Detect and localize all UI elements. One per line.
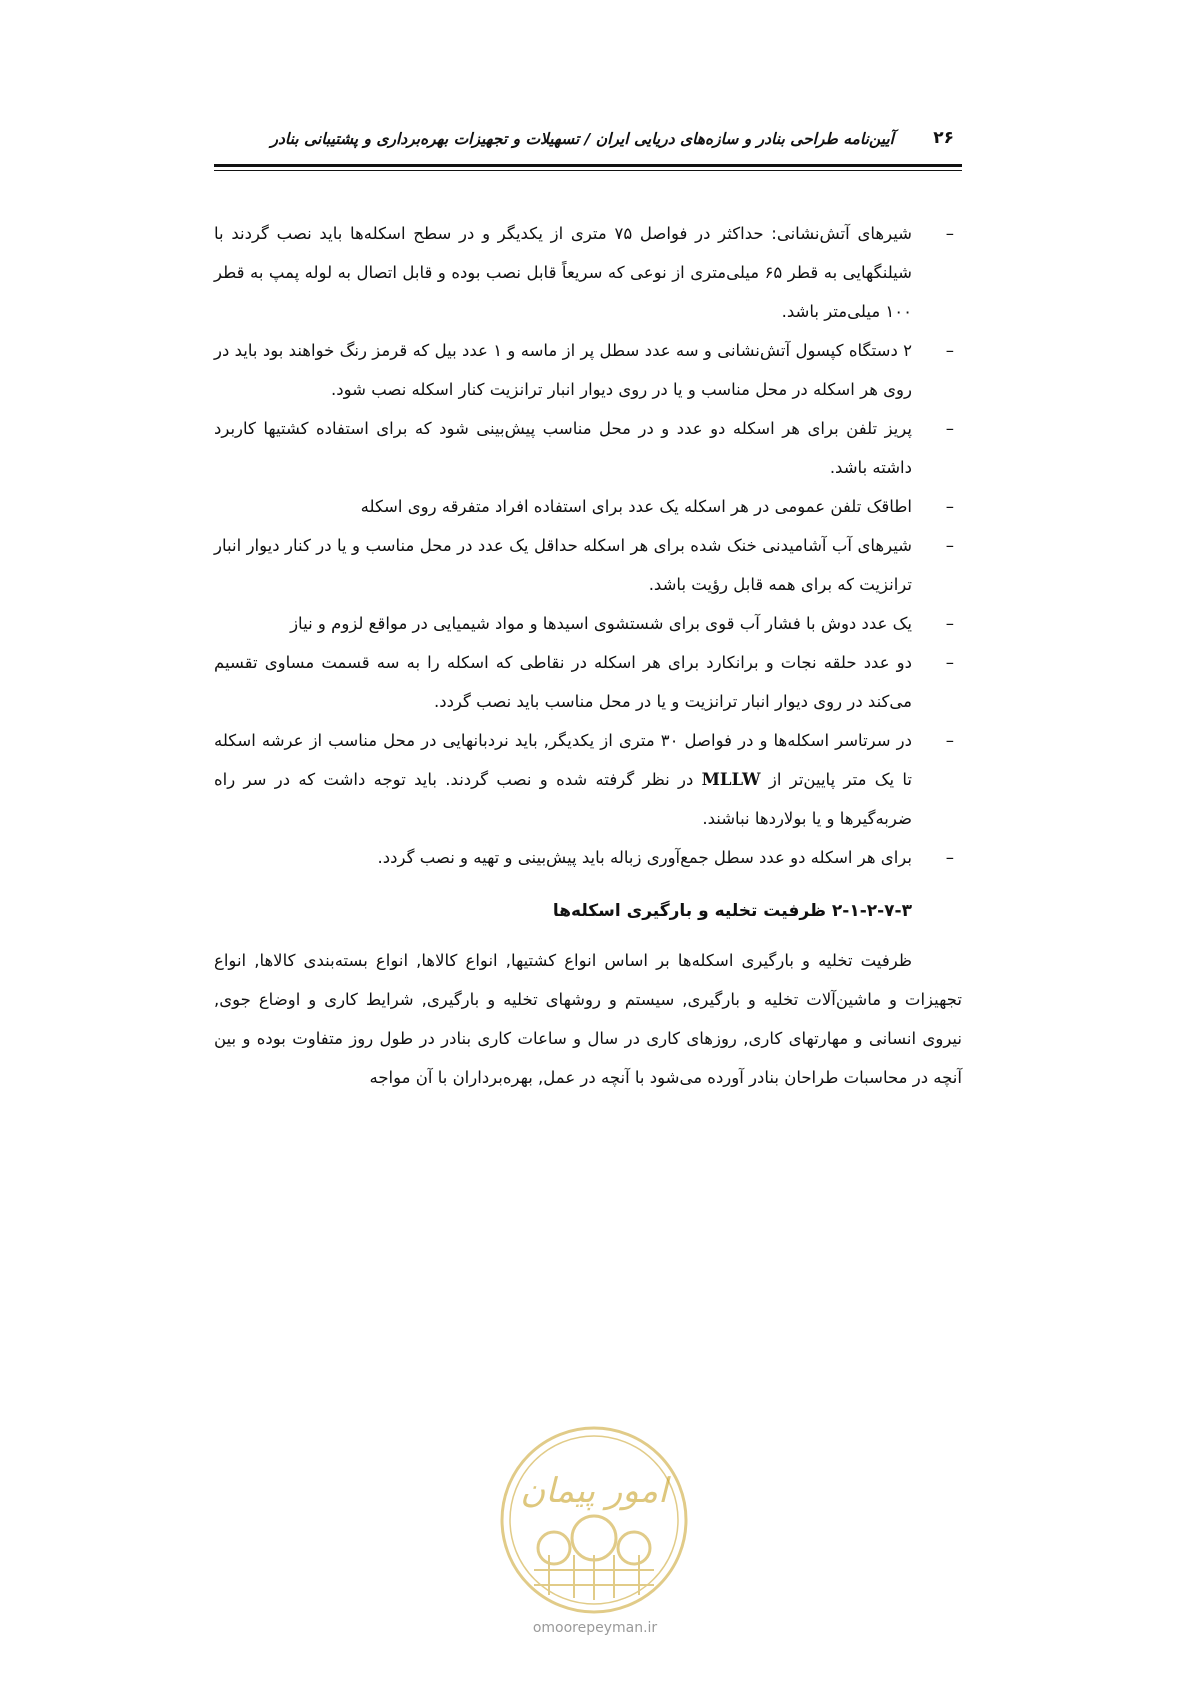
list-item-text: اطاقک تلفن عمومی در هر اسکله یک عدد برای استفاده افراد متفرقه روی اسکله xyxy=(360,497,912,516)
watermark-seal-icon xyxy=(494,1420,694,1620)
bullet-marker: – xyxy=(945,224,954,243)
list-item xyxy=(214,838,962,877)
list-item xyxy=(214,214,962,331)
page-header xyxy=(214,126,962,158)
page-content xyxy=(214,214,962,1097)
page-number: ۲۶ xyxy=(933,128,954,148)
header-rule-thick xyxy=(214,164,962,167)
list-item xyxy=(214,721,962,838)
bullet-marker: – xyxy=(945,536,954,555)
list-item xyxy=(214,604,962,643)
bullet-marker: – xyxy=(945,419,954,438)
list-item-text: برای هر اسکله دو عدد سطل جمع‌آوری زباله باید پیش‌بینی و تهیه و نصب گردد. xyxy=(377,848,912,867)
list-item xyxy=(214,331,962,409)
list-item-text: شیرهای آتش‌نشانی: حداکثر در فواصل ۷۵ متری از یکدیگر و در سطح اسکله‌ها باید نصب گردند با شیلنگهایی به قطر ۶۵ میلی‌متری از نوعی که سریعاً قابل نصب بوده و قابل اتصال به لوله پمپ به قطر ۱۰۰ میلی‌متر باشد. xyxy=(214,224,912,321)
bullet-marker: – xyxy=(945,731,954,750)
list-item-text xyxy=(214,731,912,828)
bullet-marker: – xyxy=(945,341,954,360)
running-title: آیین‌نامه طراحی بنادر و سازه‌های دریایی ایران / تسهیلات و تجهیزات بهره‌برداری و پشتیبانی بنادر xyxy=(270,130,894,148)
list-item xyxy=(214,487,962,526)
section-heading: ۲-۱-۲-۷-۳ ظرفیت تخلیه و بارگیری اسکله‌ها xyxy=(552,901,912,921)
list-item-text: پریز تلفن برای هر اسکله دو عدد و در محل مناسب پیش‌بینی شود که برای استفاده کشتیها کاربرد داشته باشد. xyxy=(214,419,912,477)
list-item-text: دو عدد حلقه نجات و برانکارد برای هر اسکله در نقاطی که اسکله را به سه قسمت مساوی تقسیم می‌کند در روی دیوار انبار ترانزیت و یا در محل مناسب باید نصب گردد. xyxy=(214,653,912,711)
bullet-marker: – xyxy=(945,614,954,633)
bullet-list xyxy=(214,214,962,877)
header-rule-thin xyxy=(214,170,962,171)
list-item xyxy=(214,526,962,604)
list-item xyxy=(214,643,962,721)
bullet-marker: – xyxy=(945,848,954,867)
list-item-text-part: در سرتاسر اسکله‌ها و در فواصل ۳۰ متری از یکدیگر, باید نردبانهایی در محل مناسب از عرشه اسکله تا یک متر پایین‌تر از xyxy=(214,731,912,789)
list-item-text-part: در نظر گرفته شده و نصب گردند. باید توجه داشت که در سر راه ضربه‌گیرها و یا بولاردها نباشند. xyxy=(214,770,912,828)
list-item-text: یک عدد دوش با فشار آب قوی برای شستشوی اسیدها و مواد شیمیایی در مواقع لزوم و نیاز xyxy=(290,614,912,633)
bullet-marker: – xyxy=(945,653,954,672)
list-item-text: ۲ دستگاه کپسول آتش‌نشانی و سه عدد سطل پر از ماسه و ۱ عدد بیل که قرمز رنگ خواهند بود باید در روی هر اسکله در محل مناسب و یا در روی دیوار انبار ترانزیت کنار اسکله نصب شود. xyxy=(214,341,912,399)
section-paragraph: ظرفیت تخلیه و بارگیری اسکله‌ها بر اساس انواع کشتیها, انواع کالاها, انواع بسته‌بندی کالاها, انواع تجهیزات و ماشین‌آلات تخلیه و بارگیری, سیستم و روشهای تخلیه و بارگیری, شرایط کاری و اوضاع جوی, نیروی انسانی و مهارتهای کاری, روزهای کاری در سال و ساعات کاری بنادر در طول روز متفاوت بوده و بین آنچه در محاسبات طراحان بنادر آورده می‌شود با آنچه در عمل, بهره‌برداران با آن مواجه xyxy=(214,951,962,1087)
list-item-text: شیرهای آب آشامیدنی خنک شده برای هر اسکله حداقل یک عدد در محل مناسب و یا در کنار دیوار انبار ترانزیت که برای همه قابل رؤیت باشد. xyxy=(214,536,912,594)
watermark-caption: omoorepeyman.ir xyxy=(532,1620,658,1636)
watermark-seal-text: امور پیمان xyxy=(520,1471,668,1511)
bullet-marker: – xyxy=(945,497,954,516)
list-item xyxy=(214,409,962,487)
mllw-term: MLLW xyxy=(701,770,761,789)
